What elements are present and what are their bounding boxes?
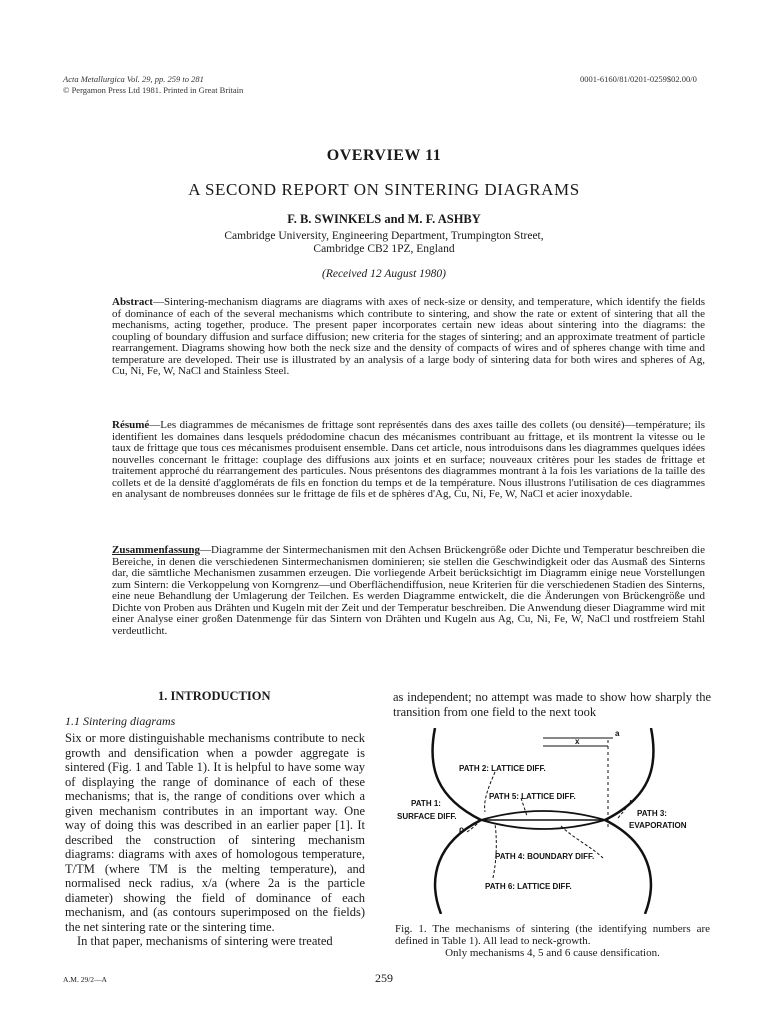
abstract-english xyxy=(112,297,705,378)
path-2-label: PATH 2: LATTICE DIFF. xyxy=(459,764,546,773)
neck-upper-surface xyxy=(481,811,605,820)
abstract-french xyxy=(112,420,705,501)
received-date: (Received 12 August 1980) xyxy=(321,268,446,280)
zusammenfassung-label: Zusammenfassung xyxy=(112,544,201,556)
path-3-label: PATH 3: xyxy=(637,809,667,818)
authors: F. B. SWINKELS and M. F. ASHBY xyxy=(287,212,481,226)
abstract-label: Abstract xyxy=(112,296,153,308)
article-code: 0001-6160/81/0201-0259$02.00/0 xyxy=(580,74,697,84)
affiliation-line-2: Cambridge CB2 1PZ, England xyxy=(313,243,455,255)
section-heading: 1. INTRODUCTION xyxy=(158,689,271,703)
path-6-label: PATH 6: LATTICE DIFF. xyxy=(485,882,572,891)
resume-text: —Les diagrammes de mécanismes de frittage sont représentés dans des axes taille des collets (ou densité)—température; ils identifient les domaines dans lesquels prédodomine chacun des mécanismes contribuant au frittage, et ils montrent la vitesse ou le taux de frittage que tous ces mécanismes produisent ensemble. Dans cet article, nous introduisons dans les diagrammes quelques idées nouvelles concernant le frittage: couplage des diffusions aux joints et en surface; nouveaux critères pour les stades de frittage et traitement approché du réarrangement des particules. Nous présentons des diagrammes montrant à la fois les variations de la taille des collets et de la densité d'agglomérats de fils en fonction du temps et de la température. Nous illustrons l'utilisation de ces diagrammes en analysant de nombreuses données sur le frittage de fils et de sphères d'Ag, Cu, Ni, Fe, W, NaCl et acier inoxydable. xyxy=(112,419,705,500)
path-1-label: PATH 1: xyxy=(411,799,441,808)
path-5-label: PATH 5: LATTICE DIFF. xyxy=(489,792,576,801)
intro-paragraph-2: In that paper, mechanisms of sintering were treated xyxy=(77,934,333,948)
footer-code: A.M. 29/2—A xyxy=(63,975,107,984)
path-4-label: PATH 4: BOUNDARY DIFF. xyxy=(495,852,595,861)
abstract-text: —Sintering-mechanism diagrams are diagrams with axes of neck-size or density, and temperature, which identify the fields of dominance of each of the several mechanisms which contribute to sintering, and show the rate or extent of sintering that all the mechanisms, acting together, produce. The present paper incorporates certain new ideas about sintering into the diagrams: the coupling of boundary diffusion and surface diffusion; new criteria for the stages of sintering; and an approximate treatment of particle rearrangement. Diagrams showing how both the neck size and the density of compacts of wires and of spheres change with time and temperature are developed. Their use is illustrated by an analysis of a large body of sintering data for both wires and spheres of Ag, Cu, Ni, Fe, W, NaCl and Stainless Steel. xyxy=(112,296,705,377)
figure-1-sintering-mechanisms xyxy=(393,728,711,914)
intro-paragraph-1: Six or more distinguishable mechanisms contribute to neck growth and densification when a powder aggregate is sintered (Fig. 1 and Table 1). It is helpful to have some way of displaying the range of dominance of each of these mechanisms; that is, the range of conditions over which a given mechanism contributes in an important way. One way of doing this was described in an earlier paper [1]. It described the construction of sintering mechanism diagrams: diagrams with axes of homologous temperature, T/TM (where TM is the melting temperature), and normalised neck radius, x/a (where 2a is the particle diameter) showing the field of dominance of each mechanism, and (as contours superimposed on the fields) the net sintering rate or the sintering time. xyxy=(65,731,365,934)
left-particle-outline xyxy=(432,728,481,914)
rho-label: ρ xyxy=(459,825,464,834)
affiliation xyxy=(0,230,768,256)
paper-title: A SECOND REPORT ON SINTERING DIAGRAMS xyxy=(188,180,580,199)
subsection-heading: 1.1 Sintering diagrams xyxy=(65,714,176,728)
journal-citation: Acta Metallurgica Vol. 29, pp. 259 to 281 xyxy=(63,74,204,84)
copyright-line: © Pergamon Press Ltd 1981. Printed in Great Britain xyxy=(63,85,244,95)
path-3-sub-label: EVAPORATION xyxy=(629,821,687,830)
page-number: 259 xyxy=(375,971,393,985)
overview-title: OVERVIEW 11 xyxy=(326,147,442,164)
path-1-sub-label: SURFACE DIFF. xyxy=(397,812,457,821)
left-column xyxy=(65,731,365,949)
right-column-text: as independent; no attempt was made to show how sharply the transition from one field to the next took xyxy=(393,690,711,719)
figure-caption: Fig. 1. The mechanisms of sintering (the identifying numbers are defined in Table 1). All lead to neck-growth. xyxy=(395,923,710,947)
abstract-german xyxy=(112,545,705,637)
label-a: a xyxy=(615,729,620,738)
zusammenfassung-text: —Diagramme der Sintermechanismen mit den Achsen Brückengröße oder Dichte und Temperatur beschreiben die Bereiche, in denen die verschiedenen Sintermechanismen dominieren; sie stellen die Geschwindigkeit oder das Ausmaß des Sinterns dar, die sämtliche Mechanismen zusammen erzeugen. Die vorliegende Arbeit berücksichtigt im Diagramm einige neue Vorstellungen zum Sintern: die Verkoppelung von Korngrenz—und Oberflächendiffusion, neue Kriterien für die verschiedenen Stadien des Sinterns, eine neue Behandlung der Umlagerung der Teilchen. Es werden Diagramme entwickelt, die die Änderungen von Brückengröße und Dichte von Proben aus Drähten und Kugeln mit der Zeit und der Temperatur beschreiben. Die Anwendung dieser Diagramme wird mit einer Analyse einer großen Datenmenge für das Sintern von Drähten und Kugeln aus Ag, Cu, Ni, Fe, W, NaCl und rostfreiem Stahl verdeutlicht. xyxy=(112,544,705,637)
resume-label: Résumé xyxy=(112,419,150,431)
label-x: x xyxy=(575,737,580,746)
affiliation-line-1: Cambridge University, Engineering Department, Trumpington Street, xyxy=(224,230,544,242)
figure-caption-last-line: Only mechanisms 4, 5 and 6 cause densification. xyxy=(445,947,660,959)
neck-lower-surface xyxy=(481,820,605,829)
